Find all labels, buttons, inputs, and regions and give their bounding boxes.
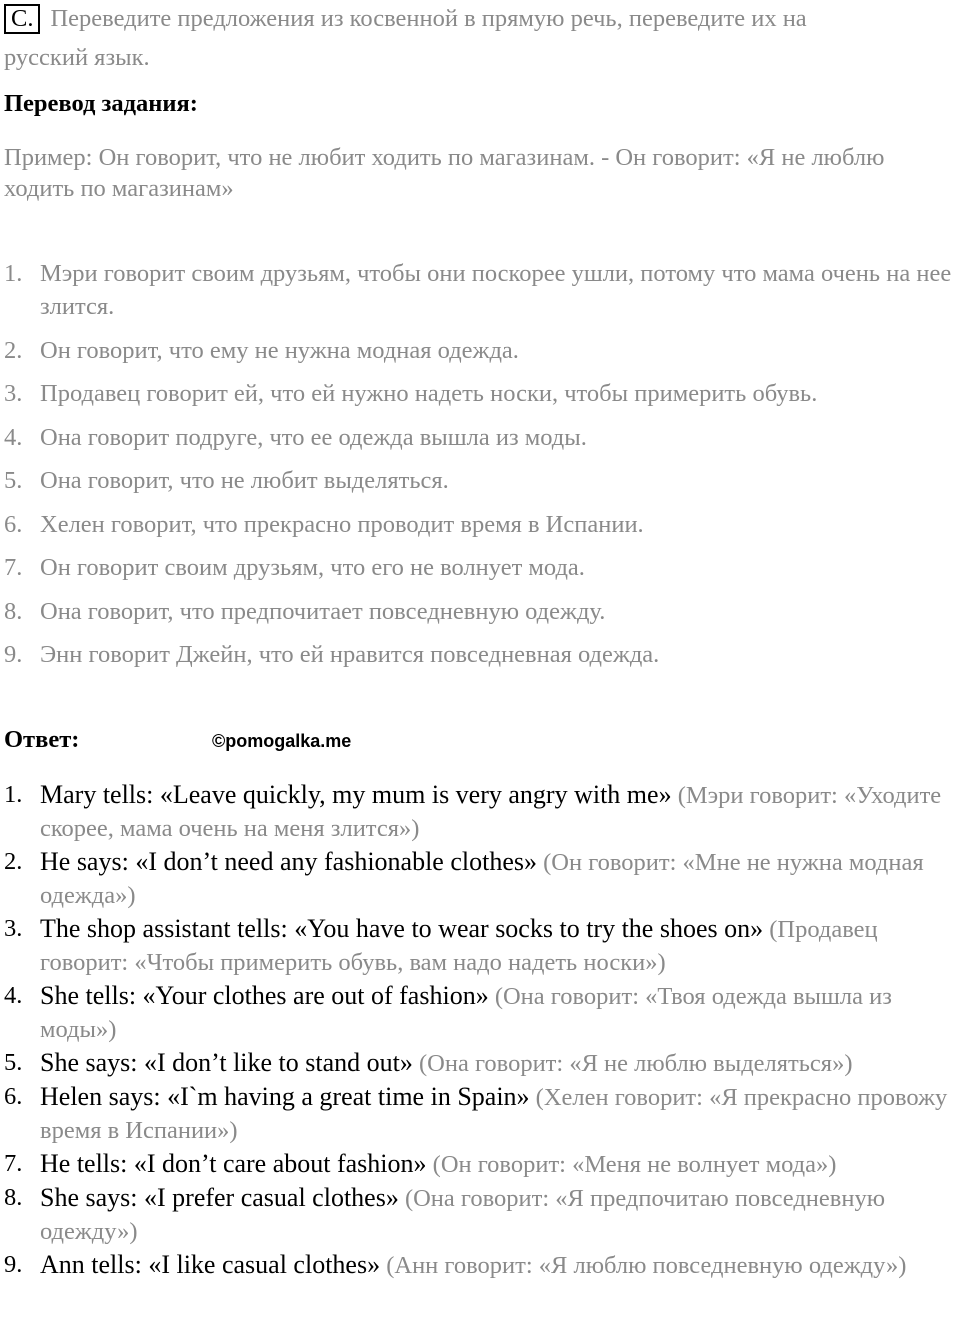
item-number: 2. [4, 336, 23, 364]
answer-english: She says: «I don’t like to stand out» [40, 1048, 413, 1077]
item-text: Она говорит, что предпочитает повседневную одежду. [40, 597, 606, 625]
answer-english: Mary tells: «Leave quickly, my mum is very angry with me» [40, 780, 672, 809]
item-text: Он говорит своим друзьям, что его не волнует мода. [40, 554, 585, 581]
answer-russian: (Он говорит: «Меня не волнует мода») [432, 1151, 837, 1178]
task-list [0, 257, 960, 682]
watermark-text: ©pomogalka.me [212, 731, 352, 751]
item-number: 6. [4, 510, 23, 538]
task-instruction [4, 2, 807, 36]
item-text: Он говорит, что ему не нужна модная одежда. [40, 336, 519, 364]
item-number: 9. [4, 1251, 23, 1278]
list-item [0, 638, 960, 671]
list-item [0, 377, 960, 410]
answer-english: She says: «I prefer casual clothes» [40, 1183, 399, 1212]
item-number: 5. [4, 1049, 23, 1076]
answer-russian: (Продавец говорит: «Чтобы примерить обувь, вам надо надеть носки») [40, 916, 878, 976]
list-item [0, 464, 960, 497]
list-item [0, 551, 960, 584]
item-number: 4. [4, 423, 23, 451]
item-number: 5. [4, 467, 23, 494]
list-item [0, 912, 960, 979]
task-instruction-line2: русский язык. [4, 44, 150, 71]
list-item [0, 595, 960, 628]
item-number: 2. [4, 848, 23, 875]
answer-list [0, 778, 960, 1282]
answer-english: She tells: «Your clothes are out of fashion» [40, 981, 489, 1010]
item-number: 9. [4, 641, 23, 668]
answer-heading: Ответ: [4, 726, 80, 753]
list-item [0, 845, 960, 912]
example-text: Пример: Он говорит, что не любит ходить по магазинам. - Он говорит: «Я не люблю ходить по магазинам» [4, 144, 885, 202]
item-text: Энн говорит Джейн, что ей нравится повседневная одежда. [40, 641, 660, 668]
task-letter-box: C. [4, 4, 40, 34]
answer-russian: (Мэри говорит: «Уходите скорее, мама очень на меня злится») [40, 782, 942, 842]
answer-russian: (Хелен говорит: «Я прекрасно провожу время в Испании») [40, 1084, 948, 1144]
item-text: Продавец говорит ей, что ей нужно надеть носки, чтобы примерить обувь. [40, 380, 818, 407]
item-text: Хелен говорит, что прекрасно проводит время в Испании. [40, 510, 644, 538]
item-text: Она говорит, что не любит выделяться. [40, 467, 449, 494]
task-instruction-line1: Переведите предложения из косвенной в прямую речь, переведите их на [50, 5, 807, 32]
item-number: 3. [4, 915, 23, 942]
answer-russian: (Анн говорит: «Я люблю повседневную одежду») [386, 1252, 907, 1279]
answer-russian: (Он говорит: «Мне не нужна модная одежда») [40, 849, 924, 909]
list-item [0, 1248, 960, 1282]
list-item [0, 778, 960, 845]
list-item [0, 1080, 960, 1147]
item-number: 6. [4, 1083, 23, 1110]
translation-heading: Перевод задания: [4, 90, 198, 117]
list-item [0, 334, 960, 367]
answer-english: He says: «I don’t need any fashionable clothes» [40, 847, 537, 876]
list-item [0, 1181, 960, 1248]
item-text: Она говорит подруге, что ее одежда вышла из моды. [40, 423, 587, 451]
item-number: 8. [4, 597, 23, 625]
answer-english: He tells: «I don’t care about fashion» [40, 1149, 427, 1178]
answer-russian: (Она говорит: «Я предпочитаю повседневную одежду») [40, 1185, 886, 1245]
item-number: 7. [4, 1150, 23, 1177]
item-number: 1. [4, 260, 23, 287]
answer-russian: (Она говорит: «Я не люблю выделяться») [419, 1050, 853, 1077]
answer-english: The shop assistant tells: «You have to wear socks to try the shoes on» [40, 914, 764, 943]
list-item [0, 1147, 960, 1181]
item-number: 8. [4, 1184, 23, 1211]
list-item [0, 1046, 960, 1080]
answer-english: Helen says: «I`m having a great time in Spain» [40, 1082, 530, 1111]
item-number: 4. [4, 982, 23, 1009]
answer-english: Ann tells: «I like casual clothes» [40, 1250, 381, 1279]
list-item [0, 508, 960, 541]
list-item [0, 421, 960, 454]
item-number: 1. [4, 781, 23, 808]
item-text: Мэри говорит своим друзьям, чтобы они поскорее ушли, потому что мама очень на нее злится. [40, 260, 952, 320]
list-item [0, 979, 960, 1046]
item-number: 7. [4, 554, 23, 581]
item-number: 3. [4, 380, 23, 407]
answer-russian: (Она говорит: «Твоя одежда вышла из моды») [40, 983, 892, 1043]
list-item [0, 257, 960, 323]
